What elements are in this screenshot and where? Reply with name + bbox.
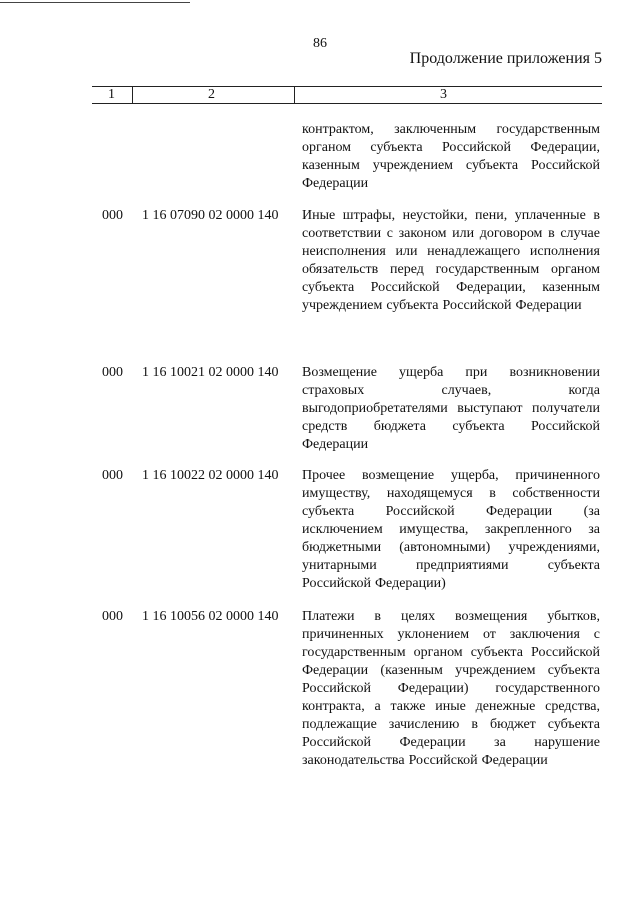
row-code: 000 [102,609,123,624]
row-kbk: 1 16 10056 02 0000 140 [142,609,279,624]
continuation-title: Продолжение приложения 5 [409,50,602,67]
row-code: 000 [102,365,123,380]
row-description: Возмещение ущерба при возникновении страховых случаев, когда выгодоприобретателями выступают получатели средств бюджета субъекта Российской Федерации [302,365,600,452]
header-divider [294,87,295,103]
row-code: 000 [102,468,123,483]
row-description: контрактом, заключенным государственным органом субъекта Российской Федерации, казенным учреждением субъекта Российской Федерации [302,122,600,191]
row-description: Прочее возмещение ущерба, причиненного имуществу, находящемуся в собственности субъекта Российской Федерации (за исключением имущества, закрепленного за бюджетными (автономными) учреждениями, унитарными предприятиями субъекта Российской Федерации) [302,468,600,591]
header-col-1: 1 [108,87,115,102]
page-number: 86 [313,36,327,51]
row-description: Платежи в целях возмещения убытков, причиненных уклонением от заключения с государственным органом субъекта Российской Федерации (казенным учреждением субъекта Российской Федерации) государственного контракта, а также иные денежные средства, подлежащие зачислению в бюджет субъекта Российской Федерации за нарушение законодательства Российской Федерации [302,609,600,768]
row-description: Иные штрафы, неустойки, пени, уплаченные в соответствии с законом или договором в случае неисполнения или ненадлежащего исполнения обязательств перед государственным органом субъекта Российской Федерации, казенным учреждением субъекта Российской Федерации [302,208,600,313]
header-col-3: 3 [440,87,447,102]
table-header [92,86,602,104]
row-code: 000 [102,208,123,223]
row-kbk: 1 16 10022 02 0000 140 [142,468,279,483]
header-divider [132,87,133,103]
row-kbk: 1 16 07090 02 0000 140 [142,208,279,223]
top-rule [0,2,190,3]
row-kbk: 1 16 10021 02 0000 140 [142,365,279,380]
header-col-2: 2 [208,87,215,102]
